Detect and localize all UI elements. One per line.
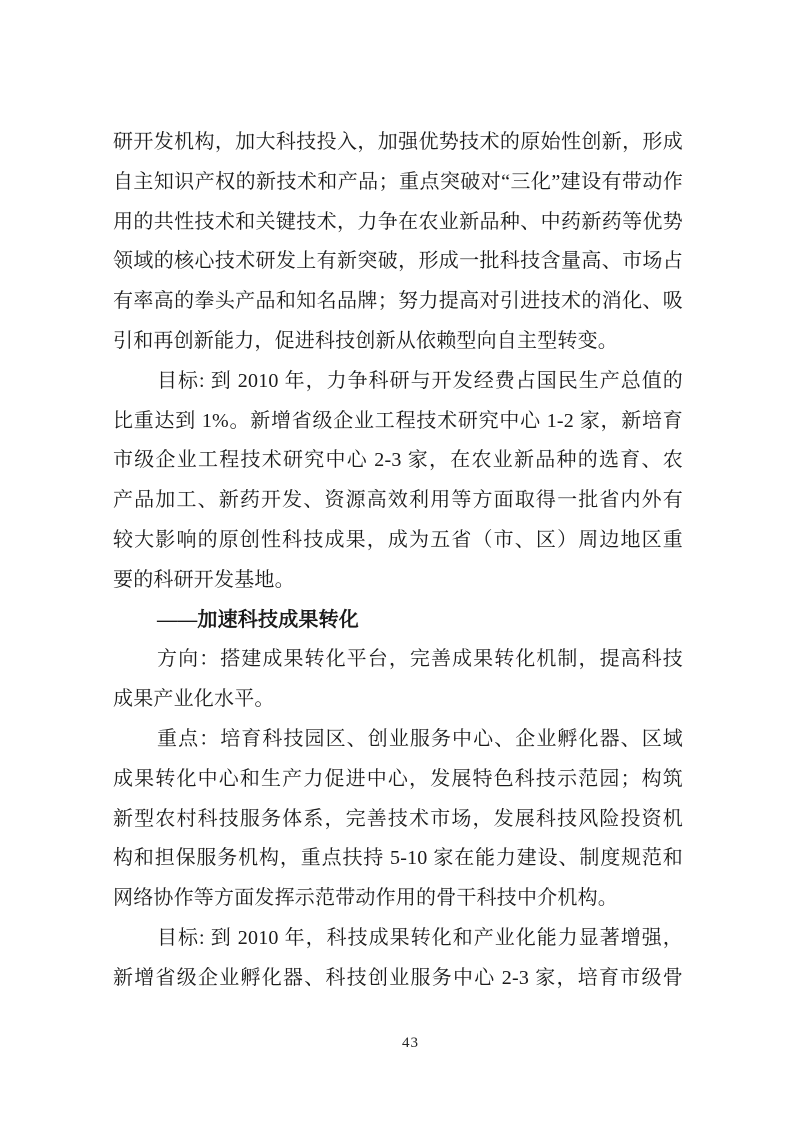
text-line: 研开发机构，加大科技投入，加强优势技术的原始性创新，形成 (113, 131, 683, 153)
text-line: 新型农村科技服务体系，完善技术市场，发展科技风险投资机 (113, 807, 683, 830)
text-line: 较大影响的原创性科技成果，成为五省（市、区）周边地区重 (113, 528, 683, 551)
text-line: 重点：培育科技园区、创业服务中心、企业孵化器、区域 (157, 727, 683, 750)
paragraph (113, 720, 683, 919)
paragraph (113, 919, 683, 999)
text-line: 引和再创新能力，促进科技创新从依赖型向自主型转变。 (113, 329, 618, 352)
text-line: ——加速科技成果转化 (157, 608, 359, 631)
paragraph (113, 640, 683, 720)
text-line: 有率高的拳头产品和知名品牌；努力提高对引进技术的消化、吸 (113, 290, 683, 313)
text-line: 比重达到 1%。新增省级企业工程技术研究中心 1-2 家，新培育 (113, 409, 683, 432)
text-line: 新增省级企业孵化器、科技创业服务中心 2-3 家，培育市级骨 (113, 966, 683, 989)
paragraph (113, 362, 683, 601)
text-line: 网络协作等方面发挥示范带动作用的骨干科技中介机构。 (113, 887, 618, 910)
text-line: 要的科研开发基地。 (113, 568, 295, 591)
paragraph (113, 123, 683, 362)
text-line: 市级企业工程技术研究中心 2-3 家，在农业新品种的选育、农 (113, 449, 683, 472)
text-line: 成果转化中心和生产力促进中心，发展特色科技示范园；构筑 (113, 767, 683, 790)
text-block (113, 123, 683, 999)
text-line: 用的共性技术和关键技术，力争在农业新品种、中药新药等优势 (113, 210, 683, 233)
section-heading (113, 601, 683, 641)
text-line: 成果产业化水平。 (113, 688, 275, 711)
text-line: 目标: 到 2010 年，力争科研与开发经费占国民生产总值的 (157, 369, 683, 392)
text-line: 产品加工、新药开发、资源高效利用等方面取得一批省内外有 (113, 489, 683, 512)
text-line: 方向：搭建成果转化平台，完善成果转化机制，提高科技 (157, 648, 683, 671)
page-number: 43 (402, 1035, 419, 1051)
text-line: 自主知识产权的新技术和产品；重点突破对“三化”建设有带动作 (113, 170, 683, 193)
text-line: 构和担保服务机构，重点扶持 5-10 家在能力建设、制度规范和 (113, 847, 683, 870)
text-line: 领域的核心技术研发上有新突破，形成一批科技含量高、市场占 (113, 250, 683, 273)
text-line: 目标: 到 2010 年，科技成果转化和产业化能力显著增强， (157, 926, 683, 949)
